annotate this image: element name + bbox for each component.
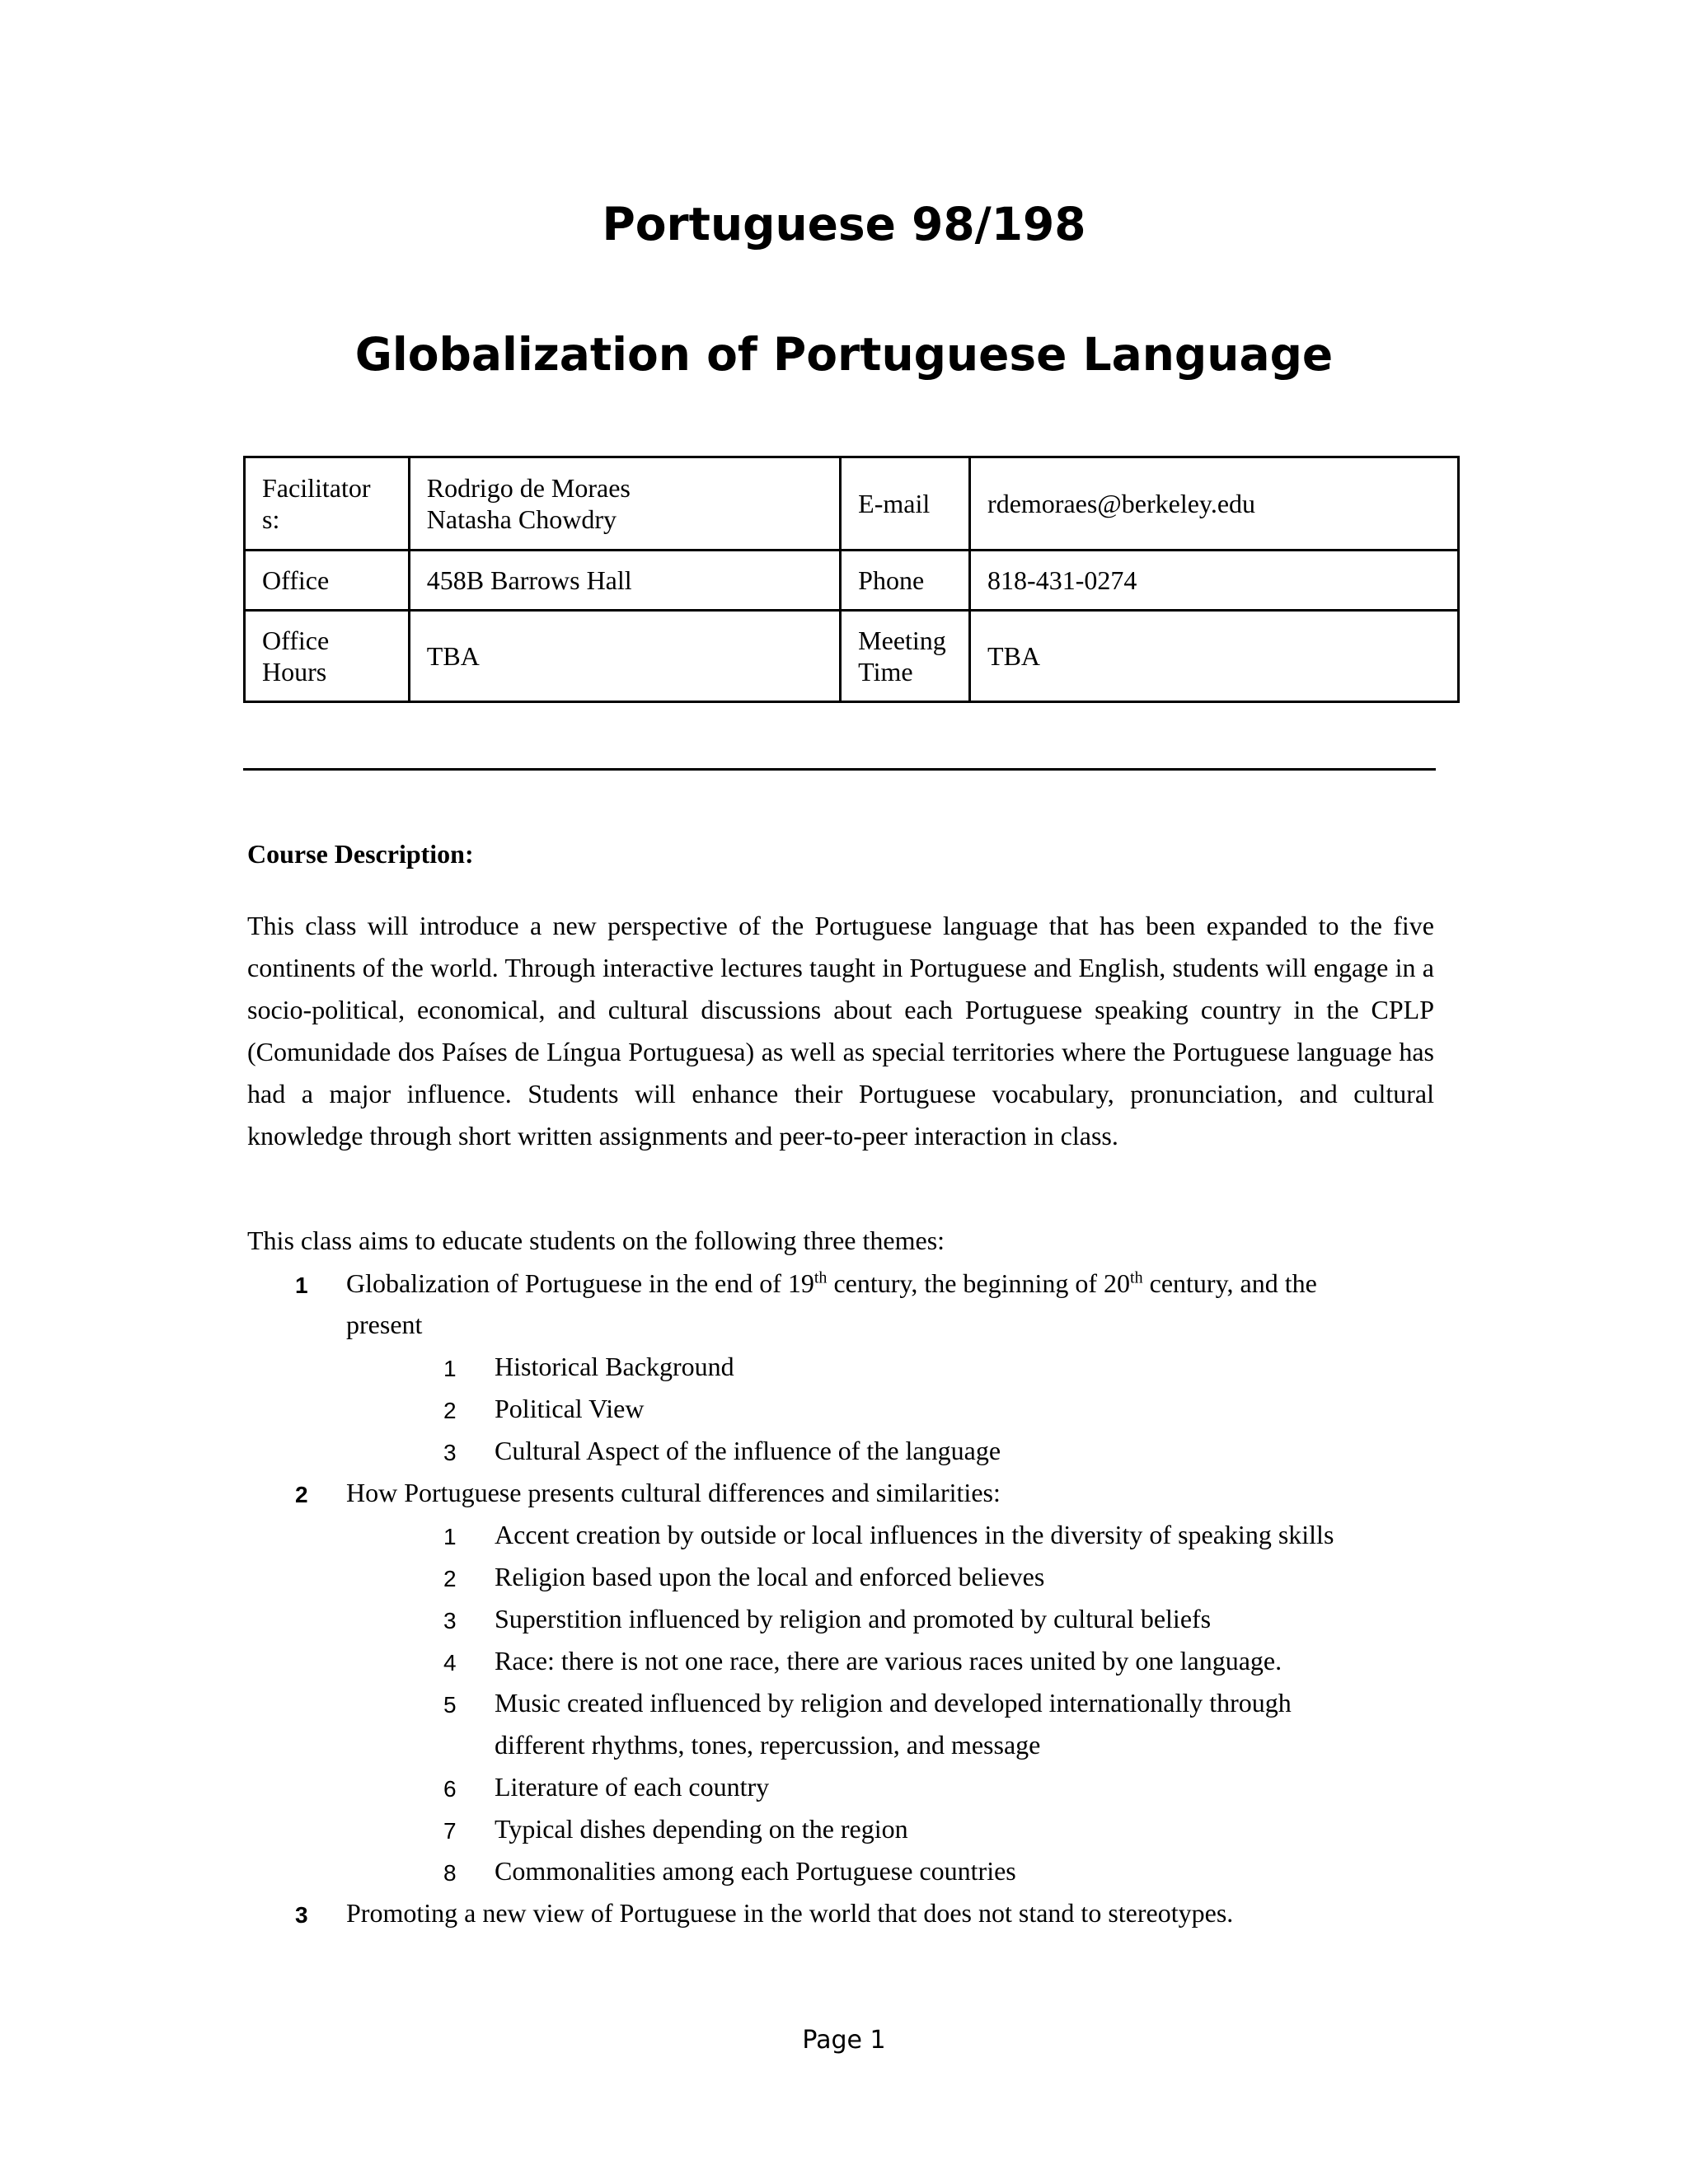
horizontal-divider bbox=[243, 768, 1436, 771]
subtheme-number: 2 bbox=[443, 1398, 457, 1423]
theme-text: Globalization of Portuguese in the end of 19th century, the beginning of 20th century, and the bbox=[346, 1268, 1317, 1298]
theme-text-continued: present bbox=[346, 1310, 423, 1339]
subtheme-number: 7 bbox=[443, 1818, 457, 1844]
table-row bbox=[245, 457, 1459, 551]
subtheme-number: 1 bbox=[443, 1524, 457, 1549]
subtheme-number: 3 bbox=[443, 1608, 457, 1633]
table-row bbox=[245, 551, 1459, 611]
subtheme-text: Political View bbox=[495, 1394, 645, 1423]
meeting-time-label: Meeting Time bbox=[841, 611, 970, 702]
facilitators-value bbox=[409, 457, 840, 551]
subtheme-text: Cultural Aspect of the influence of the language bbox=[495, 1436, 1001, 1465]
subtheme-text: Accent creation by outside or local influences in the diversity of speaking skills bbox=[495, 1520, 1334, 1549]
page-number: Page 1 bbox=[802, 2026, 886, 2055]
email-value: rdemoraes@berkeley.edu bbox=[970, 457, 1459, 551]
subtheme-text: Commonalities among each Portuguese countries bbox=[495, 1856, 1016, 1886]
subtheme-number: 4 bbox=[443, 1650, 457, 1675]
theme-number: 3 bbox=[295, 1902, 308, 1928]
course-info-table bbox=[243, 456, 1460, 703]
subtheme-text: Typical dishes depending on the region bbox=[495, 1814, 908, 1844]
subtheme-number: 1 bbox=[443, 1356, 457, 1381]
subtheme-text: Religion based upon the local and enforced believes bbox=[495, 1562, 1045, 1591]
subtheme-text: Music created influenced by religion and developed internationally through bbox=[495, 1688, 1292, 1718]
subtheme-number: 5 bbox=[443, 1692, 457, 1718]
subtheme-text: Superstition influenced by religion and promoted by cultural beliefs bbox=[495, 1604, 1212, 1633]
course-description-heading: Course Description: bbox=[247, 839, 474, 869]
subtheme-number: 3 bbox=[443, 1440, 457, 1465]
course-description-text: This class will introduce a new perspective of the Portuguese language that has been expanded to the five continents of the world. Through interactive lectures taught in Portuguese and English, students will engage in a socio-political, economical, and cultural discussions about each Portuguese speaking country in the CPLP (Comunidade dos Países de Língua Portuguesa) as well as special territories where the Portuguese language has had a major influence. Students will enhance their Portuguese vocabulary, pronunciation, and cultural knowledge through short written assignments and peer-to-peer interaction in class. bbox=[247, 911, 1434, 1151]
theme-number: 2 bbox=[295, 1482, 308, 1507]
course-title: Globalization of Portuguese Language bbox=[354, 328, 1334, 381]
table-row bbox=[245, 611, 1459, 702]
facilitator-name: Rodrigo de Moraes bbox=[426, 473, 631, 503]
subtheme-number: 8 bbox=[443, 1860, 457, 1886]
subtheme-text: Race: there is not one race, there are various races united by one language. bbox=[495, 1646, 1282, 1675]
meeting-time-value: TBA bbox=[970, 611, 1459, 702]
theme-text: How Portuguese presents cultural differences and similarities: bbox=[346, 1478, 1001, 1507]
subtheme-number: 6 bbox=[443, 1776, 457, 1802]
office-hours-value: TBA bbox=[409, 611, 840, 702]
course-code-title: Portuguese 98/198 bbox=[602, 198, 1086, 251]
office-label: Office bbox=[245, 551, 410, 611]
facilitators-label: Facilitator s: bbox=[245, 457, 410, 551]
subtheme-text: Literature of each country bbox=[495, 1772, 770, 1802]
subtheme-text: Historical Background bbox=[495, 1352, 734, 1381]
subtheme-text-continued: different rhythms, tones, repercussion, and message bbox=[495, 1730, 1041, 1760]
office-value: 458B Barrows Hall bbox=[409, 551, 840, 611]
theme-text: Promoting a new view of Portuguese in the world that does not stand to stereotypes. bbox=[346, 1898, 1234, 1928]
email-label: E-mail bbox=[841, 457, 970, 551]
office-hours-label: Office Hours bbox=[245, 611, 410, 702]
facilitator-name: Natasha Chowdry bbox=[426, 504, 617, 534]
theme-number: 1 bbox=[295, 1272, 308, 1298]
themes-intro-text: This class aims to educate students on the following three themes: bbox=[247, 1226, 945, 1255]
subtheme-number: 2 bbox=[443, 1566, 457, 1591]
phone-value: 818-431-0274 bbox=[970, 551, 1459, 611]
phone-label: Phone bbox=[841, 551, 970, 611]
